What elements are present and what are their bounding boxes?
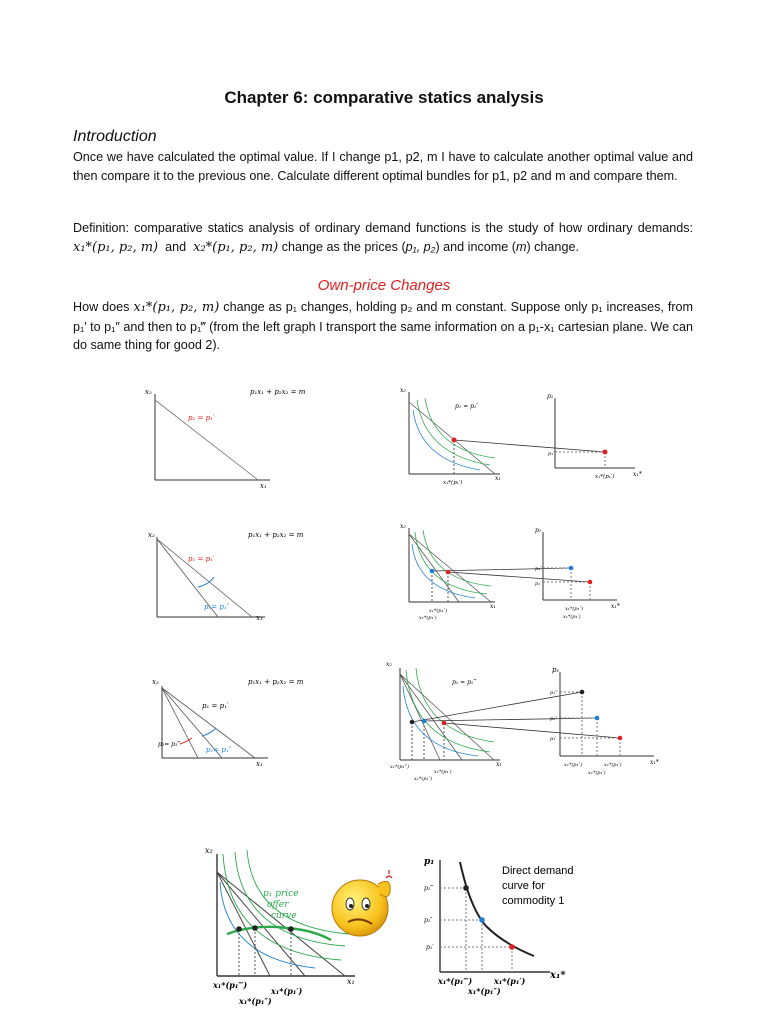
p1-prime-tick: p₁′ — [550, 736, 557, 742]
definition-paragraph — [73, 219, 693, 257]
demand-point-2 — [588, 580, 593, 585]
demand-point-1 — [463, 885, 469, 891]
x1-star-prime: x₁*(p₁′) — [443, 480, 463, 486]
p1-tprime-tick: p₁‴ — [424, 885, 434, 892]
rotation-arrow-1 — [202, 728, 216, 736]
demand-point-3 — [618, 736, 623, 741]
x1-star-tick-2: x₁*(p₁′) — [494, 976, 526, 986]
budget-line-2 — [217, 872, 305, 976]
page-title: Chapter 6: comparative statics analysis — [224, 88, 544, 107]
and-word: and — [165, 239, 187, 254]
own-price-heading: Own-price Changes — [317, 277, 451, 294]
x1star-axis-label: x₁* — [550, 970, 566, 981]
definition-tail-b: ) and income ( — [435, 239, 516, 254]
p1-dprime-label: p₁= p₁″ — [206, 746, 232, 754]
x1-star-tick-2: x₁*(p₁′) — [604, 762, 622, 768]
p1-prime-tick: p₁′ — [535, 581, 542, 587]
x1star-axis-label: x₁* — [650, 759, 659, 766]
x1-label: x₁ — [490, 603, 496, 610]
demand-label-3: commodity 1 — [502, 895, 565, 907]
offer-curve-label-2: offer — [267, 900, 289, 910]
definition-tail-a: change as the prices ( — [281, 239, 406, 254]
indifference-curve-3 — [413, 410, 480, 470]
intro-paragraph: Once we have calculated the optimal value. If I change p1, p2, m I have to calculate another optimal value and then compare it to the previous one. Calculate different optimal bundles for p1, p2 and m and compare them. — [73, 150, 693, 183]
offer-curve-label-3: curve — [271, 911, 297, 921]
offer-point-1 — [236, 926, 242, 932]
p1-axis-label: p₁ — [535, 527, 542, 534]
x2-label: x₂ — [145, 388, 152, 396]
optimum-point — [452, 438, 457, 443]
x2-label: x₂ — [152, 678, 159, 686]
x1-star-tick-3: x₁*(p₁′) — [588, 770, 606, 776]
p1-tprime-label: p₁= p₁‴ — [158, 741, 181, 748]
demand-label-1: Direct demand — [502, 865, 574, 877]
figure-demand-derivation-3 — [382, 656, 672, 786]
own-price-paragraph — [73, 298, 693, 355]
demands-label: demands: — [637, 221, 694, 235]
x1-label: x₁ — [256, 760, 263, 768]
optimum-point-1 — [410, 720, 415, 725]
p1-tprime-tick: p₁‴ — [550, 690, 558, 696]
budget-line — [155, 400, 258, 480]
demand-point-2 — [595, 716, 600, 721]
x2-label: x₂ — [386, 661, 392, 668]
budget-line-3 — [400, 674, 440, 760]
x1star-axis-label: x₁* — [633, 471, 642, 478]
optimum-point-2 — [422, 719, 427, 724]
own-price-function: x₁*(p₁, p₂, m) — [133, 300, 220, 315]
p1-axis-label: p₁ — [424, 857, 435, 867]
own-price-lead: How does — [73, 300, 130, 314]
p1-prime-label: p₁ = p₁′ — [202, 702, 229, 710]
demand-point-1 — [580, 690, 585, 695]
demand-point-1 — [569, 566, 574, 571]
x1-label: x₁ — [496, 761, 502, 768]
figure-budget-line-1 — [140, 382, 340, 492]
x2-label: x₂ — [148, 531, 155, 539]
x1-star-prime: x₁*(p₁′) — [419, 615, 437, 621]
emoji-scratching-hand — [378, 881, 390, 896]
x1-star-prime: x₁*(p₁′) — [434, 769, 452, 775]
p1-dprime-label: p₁= p₁″ — [204, 603, 230, 611]
p1-prime-label: p₁ = p₁′ — [188, 414, 215, 422]
demand-function-x1: x₁*(p₁, p₂, m) — [73, 239, 159, 255]
prices-symbols: p₁, p₂ — [405, 239, 436, 254]
figure-direct-demand-curve — [410, 848, 585, 1008]
x1-star-tprime: x₁*(p₁‴) — [390, 764, 410, 770]
emoji-question-mark-icon — [386, 870, 392, 878]
emoji-left-pupil — [349, 904, 353, 908]
x1-star-dprime: x₁*(p₁″) — [414, 776, 433, 782]
confused-emoji-icon — [326, 870, 398, 942]
p1-dprime-tick: p₁″ — [424, 917, 433, 924]
rotation-arrow — [198, 577, 214, 587]
figure-budget-line-3 — [140, 672, 340, 772]
p1-axis-label: p₁ — [547, 393, 554, 400]
x1-star-dprime: x₁*(p₁″) — [239, 996, 272, 1006]
budget-line-2 — [409, 534, 459, 602]
offer-point-2 — [252, 925, 258, 931]
p1-dprime-tick: p₁″ — [535, 566, 543, 572]
demand-point — [603, 450, 608, 455]
budget-line-1 — [400, 674, 494, 760]
x2-label: x₂ — [205, 846, 213, 855]
figure-demand-derivation-1 — [395, 380, 655, 490]
x1-label: x₁ — [256, 614, 263, 622]
transfer-line-3 — [444, 723, 620, 738]
x1-star-tick: x₁*(p₁′) — [595, 474, 615, 480]
x1star-axis-label: x₁* — [611, 603, 620, 610]
emoji-right-pupil — [365, 904, 369, 908]
definition-tail-c: ) change. — [526, 239, 579, 254]
p1-prime-label: p₁ = p₁′ — [455, 403, 478, 410]
p1-dprime-tick: p₁″ — [550, 716, 558, 722]
demand-label-2: curve for — [502, 880, 545, 892]
figure-demand-derivation-2 — [395, 518, 655, 628]
intro-heading: Introduction — [73, 128, 157, 145]
x1-label: x₁ — [260, 482, 267, 490]
x1-star-tick-2: x₁*(p₁′) — [563, 614, 581, 620]
indifference-curve-2 — [423, 530, 491, 586]
x1-star-tick-1: x₁*(p₁‴) — [438, 976, 473, 986]
emoji-right-eye — [362, 898, 370, 910]
income-symbol: m — [515, 239, 527, 254]
offer-curve-label-1: p₁ price — [263, 889, 299, 899]
budget-equation: p₁x₁ + p₂x₂ = m — [250, 388, 306, 396]
x1-star-tick-3: x₁*(p₁″) — [468, 986, 501, 996]
p1-prime-tick: p₁′ — [426, 944, 434, 951]
budget-equation: p₁x₁ + p₂x₂ = m — [248, 678, 304, 686]
x1-star-dprime: x₁*(p₁″) — [429, 608, 448, 614]
x1-star-tick-1: x₁*(p₁″) — [564, 762, 583, 768]
figure-budget-line-2 — [140, 525, 340, 635]
transfer-line-2 — [432, 568, 571, 571]
x1-star-prime: x₁*(p₁′) — [271, 986, 303, 996]
offer-point-3 — [288, 926, 294, 932]
p1-axis-label: p₁ — [552, 666, 560, 674]
x1-label: x₁ — [347, 977, 355, 986]
budget-line-2 — [400, 674, 462, 760]
own-price-rest: change as p₁ changes, holding p₂ and m constant. Suppose only p₁ increases, from p₁′ to p₁″ and then to p₁‴ (from the left graph I transport the same information on a p₁-x₁ cartesian plane. We can do same thing for good 2). — [73, 300, 694, 352]
emoji-left-eye — [346, 898, 354, 910]
demand-point-2 — [479, 917, 485, 923]
p1-tprime-top-label: p₁ = p₁‴ — [452, 679, 477, 686]
x2-label: x₂ — [400, 523, 406, 530]
x1-star-tprime: x₁*(p₁‴) — [213, 980, 248, 990]
x2-label: x₂ — [400, 387, 406, 394]
optimum-point-3 — [442, 721, 447, 726]
budget-equation: p₁x₁ + p₂x₂ = m — [248, 531, 304, 539]
transfer-line — [454, 440, 605, 452]
x1-label: x₁ — [495, 475, 501, 482]
optimum-point-2 — [430, 569, 435, 574]
p1-prime-label: p₁ = p₁′ — [188, 555, 215, 563]
p1-prime-tick: p₁′ — [548, 451, 555, 457]
optimum-point-1 — [446, 570, 451, 575]
x1-star-tick-1: x₁*(p₁″) — [565, 606, 584, 612]
transfer-line-1 — [448, 572, 590, 582]
demand-function-x2: x₂*(p₁, p₂, m) — [193, 239, 279, 255]
definition-line1: Definition: comparative statics analysis of ordinary demand functions is the study of how ordinary — [73, 221, 633, 235]
demand-point-3 — [509, 944, 515, 950]
